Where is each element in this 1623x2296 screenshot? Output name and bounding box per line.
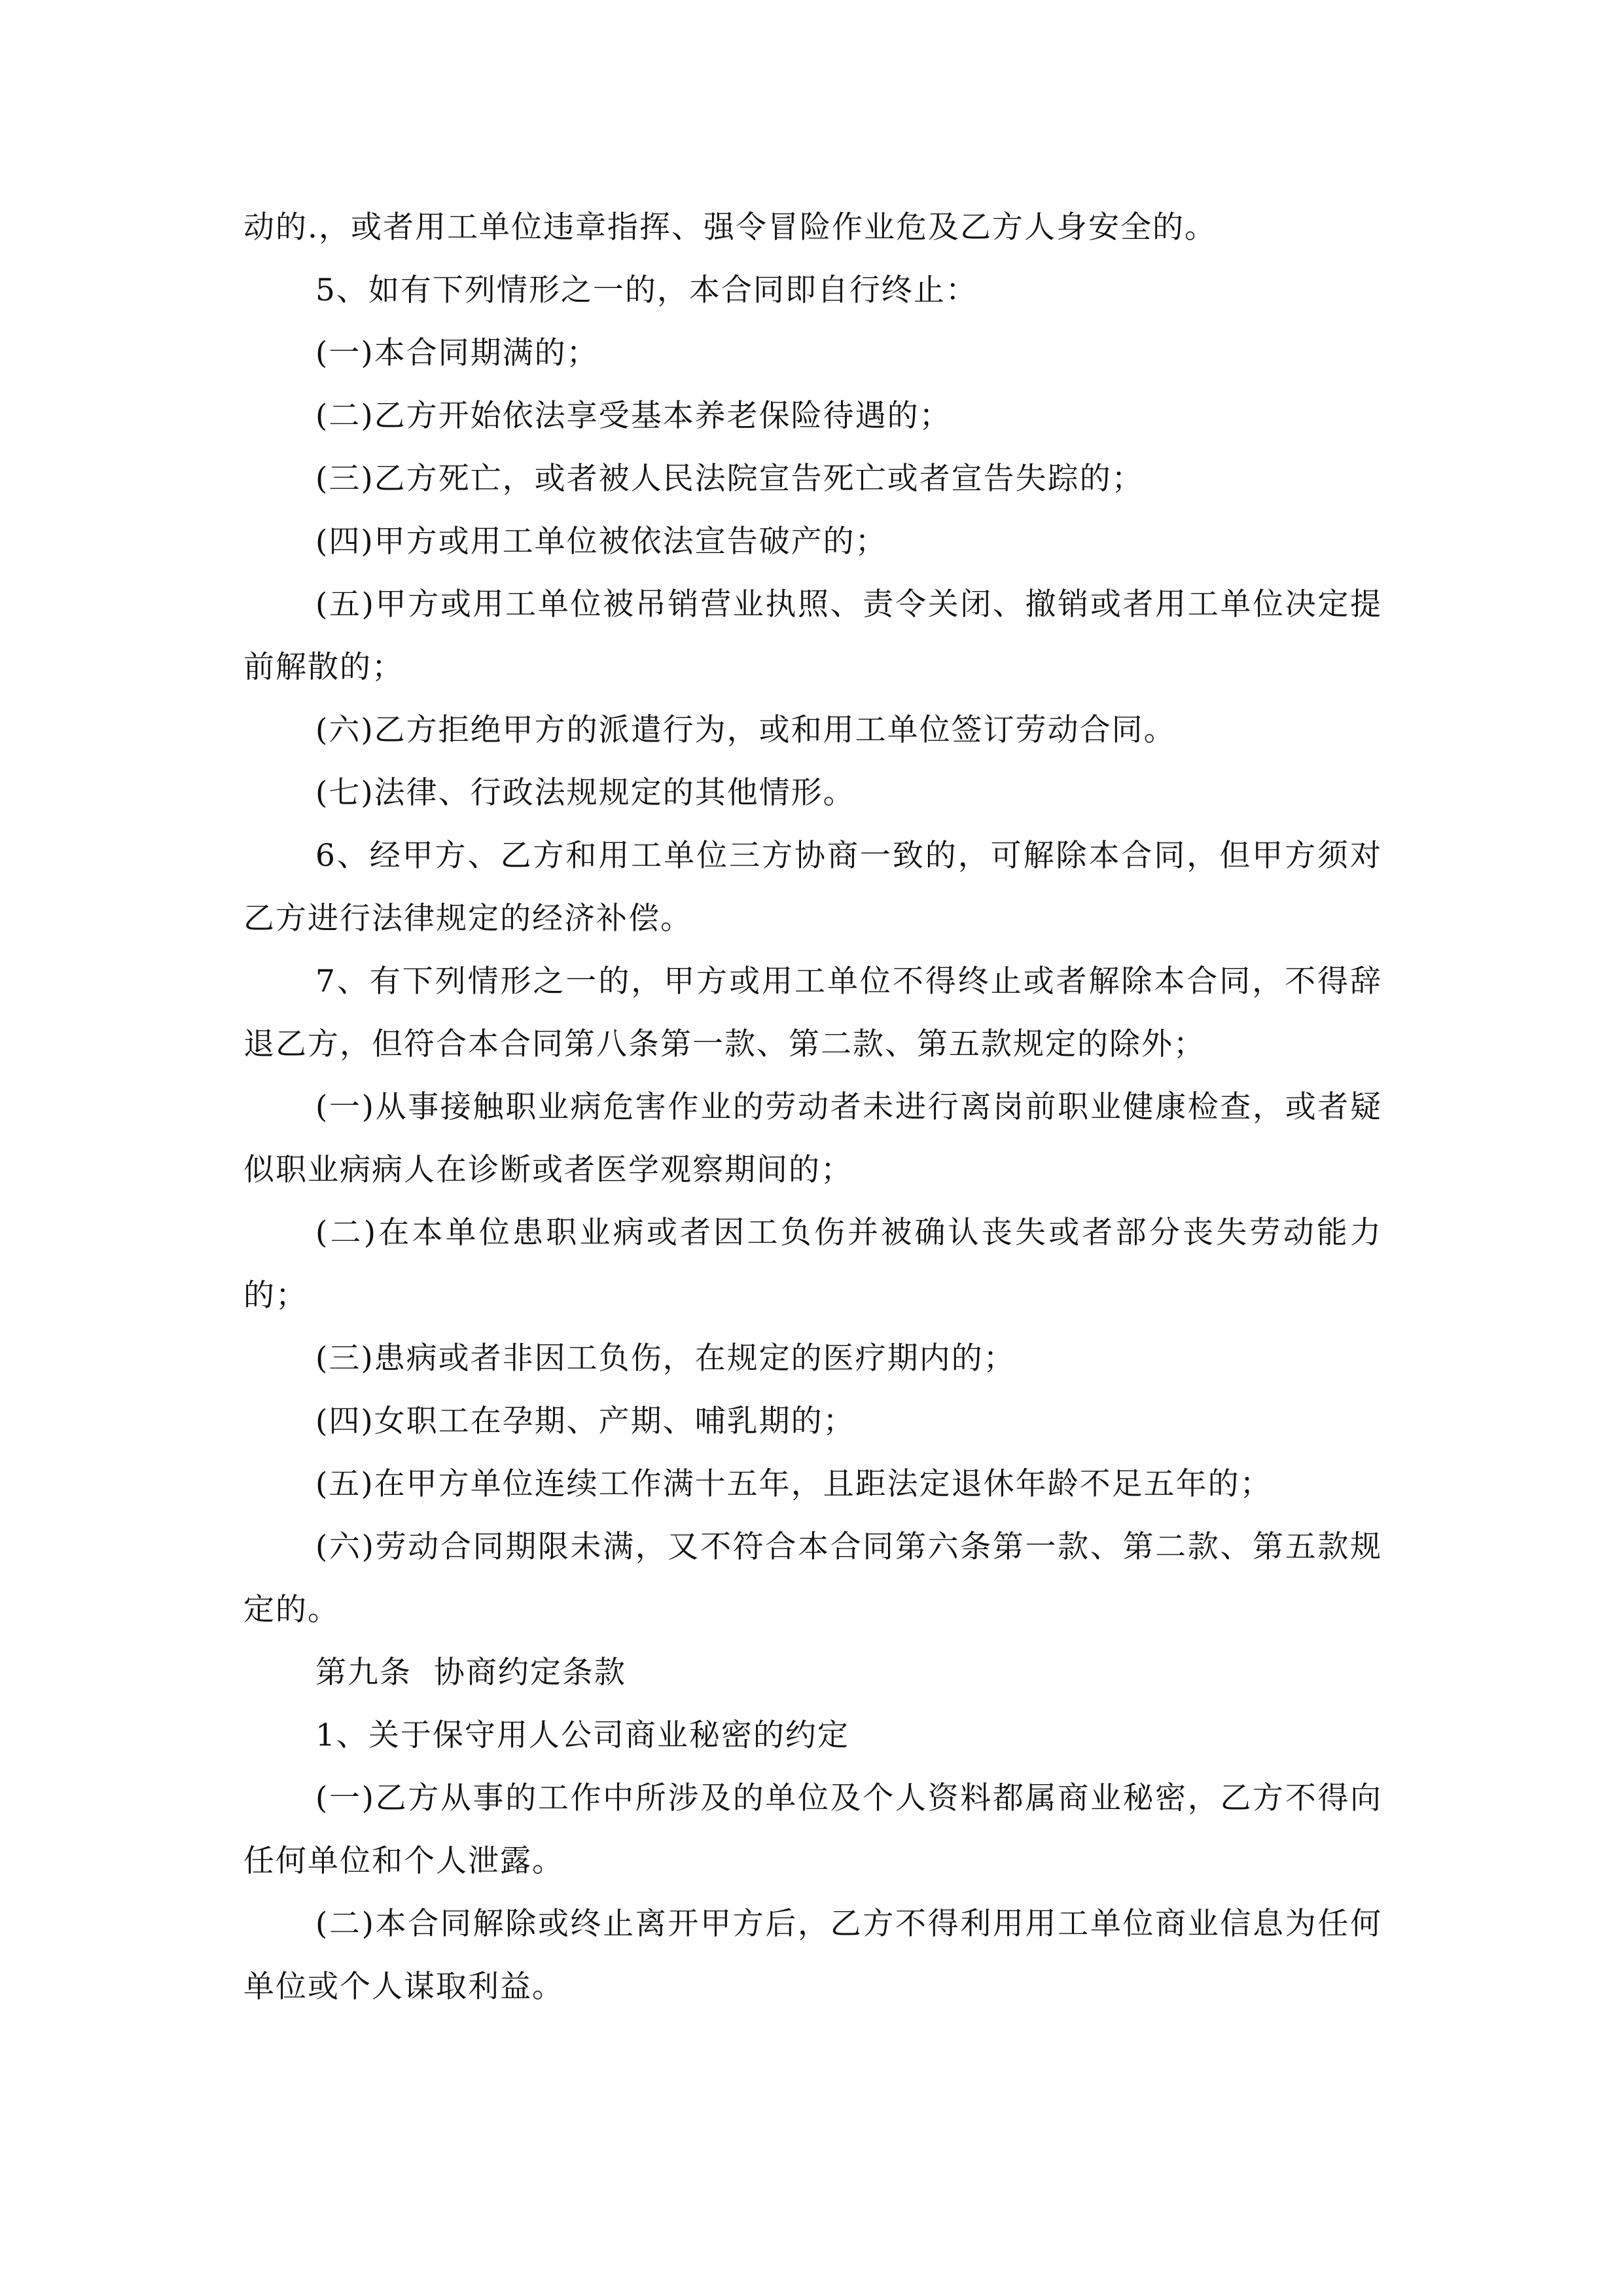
clause-5-item-2: (二)乙方开始依法享受基本养老保险待遇的； [315, 398, 952, 434]
clause-5-item-4: (四)甲方或用工单位被依法宣告破产的； [315, 524, 887, 560]
article-9-clause-1-item-2: (二)本合同解除或终止离开甲方后，乙方不得利用用工单位商业信息为任何单位或个人谋取利益。 [243, 1906, 1382, 2005]
paragraph-continuation: 动的.，或者用工单位违章指挥、强令冒险作业危及乙方人身安全的。 [243, 209, 1217, 245]
clause-5: 5、如有下列情形之一的，本合同即自行终止： [315, 272, 978, 308]
clause-5-item-7: (七)法律、行政法规规定的其他情形。 [315, 775, 855, 811]
clause-7-item-2: (二)在本单位患职业病或者因工负伤并被确认丧失或者部分丧失劳动能力的； [243, 1215, 1382, 1314]
article-9-heading: 第九条 协商约定条款 [315, 1655, 626, 1691]
clause-5-item-1: (一)本合同期满的； [315, 335, 599, 371]
clause-5-item-6: (六)乙方拒绝甲方的派遣行为，或和用工单位签订劳动合同。 [315, 712, 1176, 748]
clause-5-item-5: (五)甲方或用工单位被吊销营业执照、责令关闭、撤销或者用工单位决定提前解散的； [243, 586, 1382, 685]
clause-7-item-4: (四)女职工在孕期、产期、哺乳期的； [315, 1403, 855, 1439]
clause-7-item-6: (六)劳动合同期限未满，又不符合本合同第六条第一款、第二款、第五款规定的。 [243, 1529, 1382, 1628]
clause-7-item-3: (三)患病或者非因工负伤，在规定的医疗期内的； [315, 1340, 1016, 1376]
clause-5-item-3: (三)乙方死亡，或者被人民法院宣告死亡或者宣告失踪的； [315, 461, 1144, 497]
clause-6: 6、经甲方、乙方和用工单位三方协商一致的，可解除本合同，但甲方须对乙方进行法律规定的经济补偿。 [243, 838, 1382, 937]
clause-7: 7、有下列情形之一的，甲方或用工单位不得终止或者解除本合同，不得辞退乙方，但符合本合同第八条第一款、第二款、第五款规定的除外； [243, 963, 1382, 1062]
document-body [243, 196, 1382, 2018]
article-9-clause-1: 1、关于保守用人公司商业秘密的约定 [315, 1717, 849, 1753]
clause-7-item-5: (五)在甲方单位连续工作满十五年，且距法定退休年龄不足五年的； [315, 1466, 1272, 1502]
clause-7-item-1: (一)从事接触职业病危害作业的劳动者未进行离岗前职业健康检查，或者疑似职业病病人在诊断或者医学观察期间的； [243, 1089, 1382, 1188]
article-9-clause-1-item-1: (一)乙方从事的工作中所涉及的单位及个人资料都属商业秘密，乙方不得向任何单位和个人泄露。 [243, 1780, 1382, 1879]
